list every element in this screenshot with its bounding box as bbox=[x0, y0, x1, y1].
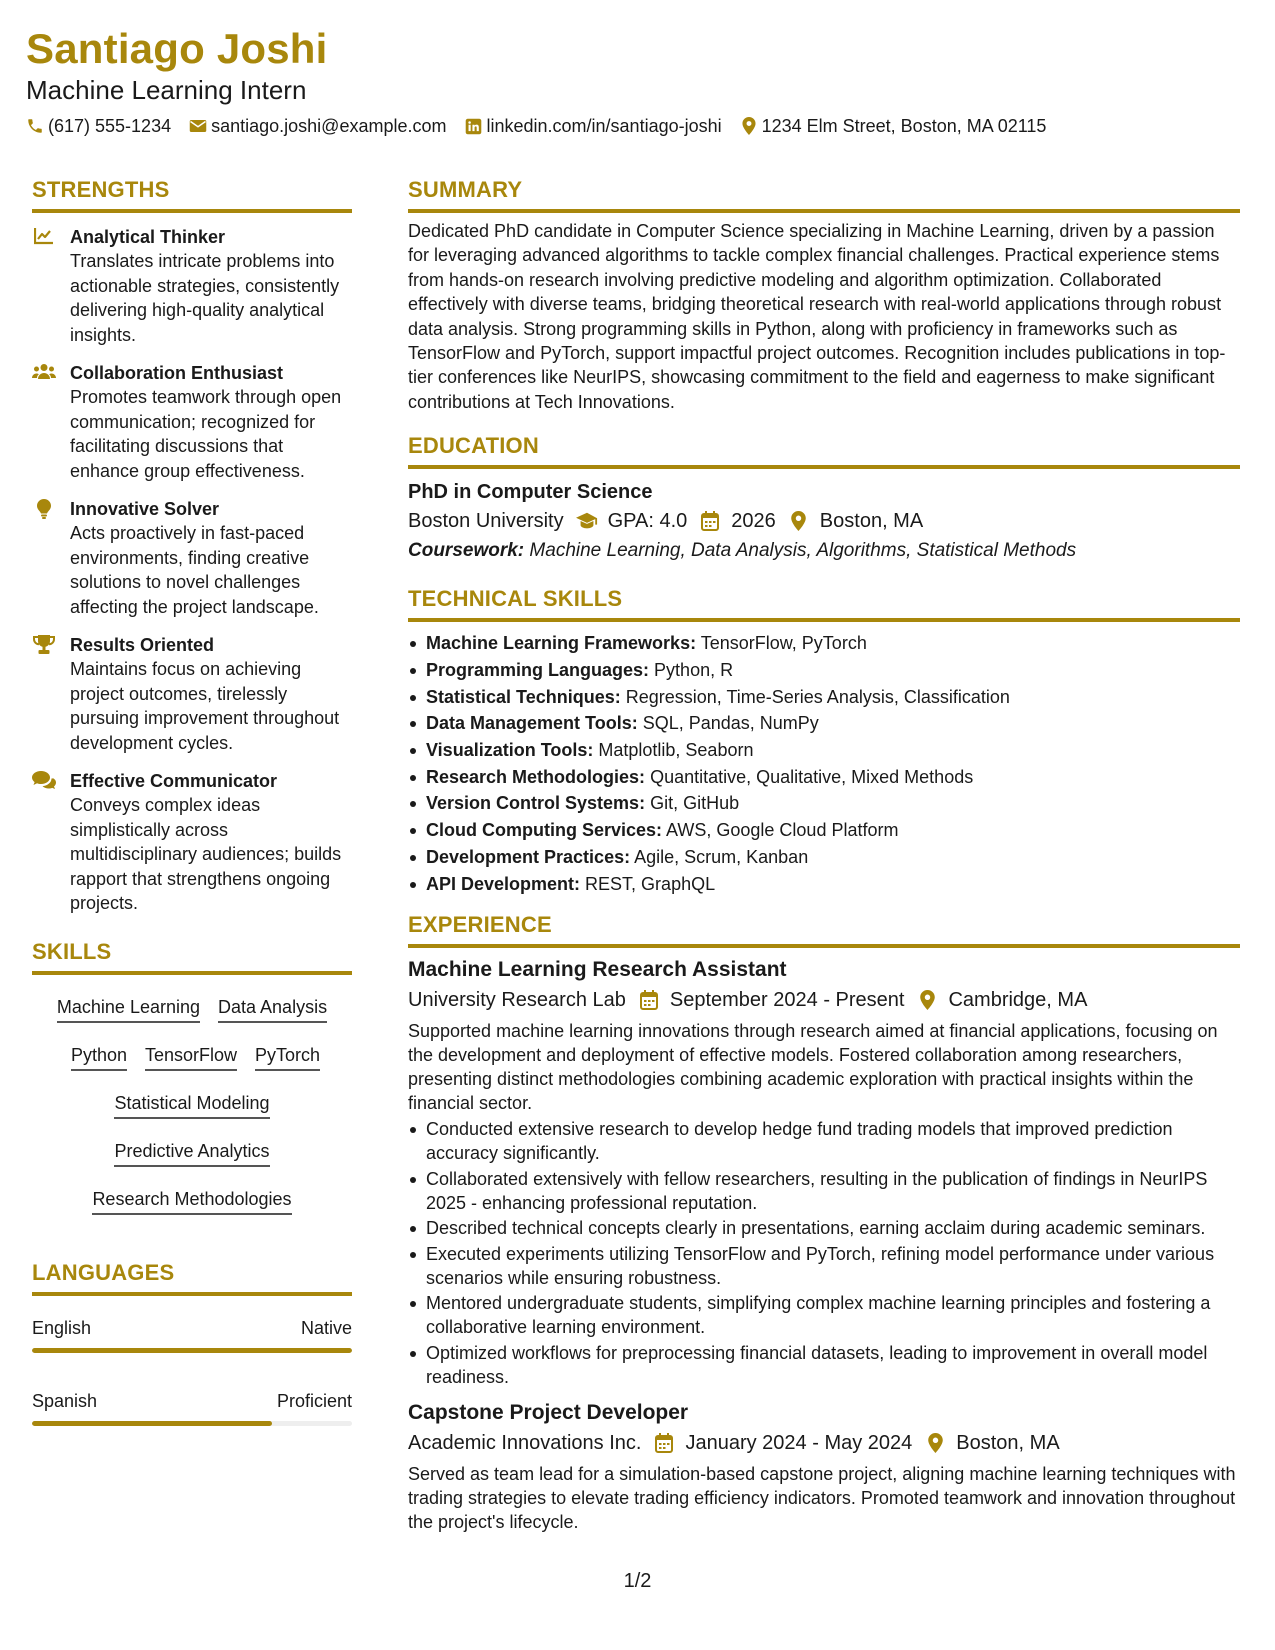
list-item bbox=[408, 790, 1240, 817]
strength-desc: Promotes teamwork through open communication; recognized for facilitating discussions that enhance group effectiveness. bbox=[70, 387, 342, 481]
skill-label: Data Management Tools: bbox=[426, 713, 638, 734]
strength-desc: Conveys complex ideas simplistically across multidisciplinary audiences; builds rapport that strengthens ongoing projects. bbox=[70, 795, 342, 913]
skill-value: Git, GitHub bbox=[650, 793, 740, 814]
skill-chip: Data Analysis bbox=[218, 989, 327, 1023]
list-item bbox=[408, 871, 1240, 898]
job-entry bbox=[408, 1399, 1240, 1534]
list-item bbox=[408, 710, 1240, 737]
skill-value: Python, R bbox=[654, 659, 734, 680]
map-marker-icon bbox=[740, 117, 758, 135]
job-dates: September 2024 - Present bbox=[669, 989, 905, 1012]
calendar-icon bbox=[638, 989, 660, 1011]
strength-desc: Maintains focus on achieving project outcomes, tirelessly pursuing improvement throughout development cycles. bbox=[70, 659, 340, 753]
coursework-label: Coursework: bbox=[408, 540, 525, 562]
strength-item bbox=[32, 361, 352, 483]
strengths-title: STRENGTHS bbox=[32, 176, 352, 213]
job-location: Cambridge, MA bbox=[948, 989, 1088, 1012]
users-icon bbox=[32, 361, 56, 383]
strength-item bbox=[32, 497, 352, 619]
language-level: Proficient bbox=[276, 1390, 352, 1411]
language-name: English bbox=[32, 1317, 92, 1338]
list-item: Collaborated extensively with fellow researchers, resulting in the publication of findings in NeurIPS 2025 - enhancing professional reputation. bbox=[408, 1167, 1240, 1215]
contact-linkedin[interactable] bbox=[464, 114, 721, 138]
candidate-name: Santiago Joshi bbox=[26, 25, 328, 72]
gpa: GPA: 4.0 bbox=[607, 510, 688, 533]
skill-value: AWS, Google Cloud Platform bbox=[666, 820, 899, 841]
strength-title: Innovative Solver bbox=[70, 499, 220, 519]
strength-item bbox=[32, 225, 352, 347]
candidate-role: Machine Learning Intern bbox=[26, 75, 307, 105]
skill-label: Machine Learning Frameworks: bbox=[426, 633, 697, 654]
coursework-list: Machine Learning, Data Analysis, Algorithms, Statistical Methods bbox=[529, 540, 1077, 562]
language-item bbox=[32, 1316, 352, 1353]
skill-chip: PyTorch bbox=[255, 1037, 320, 1071]
email-text: santiago.joshi@example.com bbox=[211, 116, 447, 136]
job-meta bbox=[408, 1429, 1240, 1457]
education-location: Boston, MA bbox=[819, 510, 924, 533]
strength-title: Effective Communicator bbox=[70, 771, 278, 791]
job-description: Served as team lead for a simulation-based capstone project, aligning machine learning techniques with trading strategies to elevate trading efficiency indicators. Promoted teamwork and innovation throughout the project's lifecycle. bbox=[408, 1463, 1236, 1532]
company: University Research Lab bbox=[408, 989, 626, 1012]
page-number: 1/2 bbox=[623, 1570, 652, 1592]
job-meta bbox=[408, 986, 1240, 1014]
lightbulb-icon bbox=[32, 497, 56, 519]
language-item bbox=[32, 1389, 352, 1426]
language-bar bbox=[32, 1348, 352, 1353]
language-level: Native bbox=[300, 1317, 352, 1338]
job-bullets bbox=[408, 1117, 1240, 1389]
list-item bbox=[408, 657, 1240, 684]
skills-title: SKILLS bbox=[32, 938, 352, 975]
language-bar-fill bbox=[32, 1421, 272, 1426]
phone-text: (617) 555-1234 bbox=[48, 116, 172, 136]
calendar-icon bbox=[699, 510, 721, 532]
contact-email[interactable] bbox=[189, 114, 446, 138]
skill-label: Cloud Computing Services: bbox=[426, 820, 663, 841]
linkedin-text: linkedin.com/in/santiago-joshi bbox=[486, 116, 722, 136]
skill-label: Development Practices: bbox=[426, 846, 631, 867]
map-marker-icon bbox=[924, 1432, 946, 1454]
skill-value: Regression, Time-Series Analysis, Classification bbox=[625, 686, 1010, 707]
list-item bbox=[408, 630, 1240, 657]
technical-skills-list bbox=[408, 630, 1240, 897]
skill-label: Version Control Systems: bbox=[426, 793, 646, 814]
skill-value: TensorFlow, PyTorch bbox=[700, 633, 867, 654]
address-text: 1234 Elm Street, Boston, MA 02115 bbox=[761, 116, 1047, 136]
list-item: Executed experiments utilizing TensorFlow and PyTorch, refining model performance under various scenarios while ensuring robustness. bbox=[408, 1242, 1240, 1290]
chart-line-icon bbox=[32, 225, 56, 247]
skill-value: Agile, Scrum, Kanban bbox=[634, 846, 809, 867]
language-bar-fill bbox=[32, 1348, 352, 1353]
language-bar bbox=[32, 1421, 352, 1426]
skill-label: Programming Languages: bbox=[426, 659, 650, 680]
skill-chip: Statistical Modeling bbox=[114, 1085, 269, 1119]
strength-desc: Translates intricate problems into actionable strategies, consistently delivering high-quality analytical insights. bbox=[70, 251, 340, 345]
strength-desc: Acts proactively in fast-paced environments, finding creative solutions to novel challenges affecting the project landscape. bbox=[70, 523, 319, 617]
technical-skills-title: TECHNICAL SKILLS bbox=[408, 585, 1240, 622]
list-item bbox=[408, 737, 1240, 764]
job-entry bbox=[408, 956, 1240, 1389]
skill-value: Quantitative, Qualitative, Mixed Methods bbox=[650, 766, 974, 787]
list-item bbox=[408, 764, 1240, 791]
strength-item bbox=[32, 633, 352, 755]
skill-chip: Predictive Analytics bbox=[114, 1133, 269, 1167]
strength-title: Results Oriented bbox=[70, 635, 215, 655]
right-column bbox=[408, 176, 1240, 1534]
education-title: EDUCATION bbox=[408, 432, 1240, 469]
degree: PhD in Computer Science bbox=[408, 481, 653, 504]
skill-label: Research Methodologies: bbox=[426, 766, 646, 787]
envelope-icon bbox=[189, 117, 207, 135]
list-item: Mentored undergraduate students, simplifying complex machine learning principles and fostering a collaborative learning environment. bbox=[408, 1291, 1240, 1339]
map-marker-icon bbox=[916, 989, 938, 1011]
comments-icon bbox=[32, 769, 56, 791]
language-name: Spanish bbox=[32, 1390, 98, 1411]
skill-chip: Python bbox=[71, 1037, 127, 1071]
strength-item bbox=[32, 769, 352, 916]
skill-value: Matplotlib, Seaborn bbox=[598, 740, 754, 761]
summary-title: SUMMARY bbox=[408, 176, 1240, 213]
skill-label: Visualization Tools: bbox=[426, 740, 594, 761]
list-item: Described technical concepts clearly in presentations, earning acclaim during academic seminars. bbox=[408, 1216, 1240, 1240]
list-item bbox=[408, 684, 1240, 711]
skills-list bbox=[32, 983, 352, 1223]
graduation-year: 2026 bbox=[731, 510, 776, 533]
trophy-icon bbox=[32, 633, 56, 655]
linkedin-icon bbox=[464, 117, 482, 135]
education-meta bbox=[408, 507, 1240, 535]
job-title: Capstone Project Developer bbox=[408, 1400, 689, 1424]
company: Academic Innovations Inc. bbox=[408, 1431, 642, 1454]
resume-header bbox=[26, 24, 1246, 138]
list-item: Optimized workflows for preprocessing financial datasets, leading to improvement in overall model readiness. bbox=[408, 1341, 1240, 1389]
languages-title: LANGUAGES bbox=[32, 1259, 352, 1296]
job-location: Boston, MA bbox=[956, 1431, 1060, 1454]
skill-label: API Development: bbox=[426, 873, 581, 894]
skill-value: SQL, Pandas, NumPy bbox=[642, 713, 819, 734]
list-item: Conducted extensive research to develop hedge fund trading models that improved prediction accuracy significantly. bbox=[408, 1117, 1240, 1165]
skill-value: REST, GraphQL bbox=[585, 873, 716, 894]
contact-phone[interactable] bbox=[26, 114, 171, 138]
job-dates: January 2024 - May 2024 bbox=[685, 1431, 913, 1454]
list-item bbox=[408, 817, 1240, 844]
contact-row bbox=[26, 114, 1246, 138]
skill-chip: Machine Learning bbox=[57, 989, 200, 1023]
map-marker-icon bbox=[788, 510, 810, 532]
strength-title: Analytical Thinker bbox=[70, 227, 226, 247]
skill-chip: TensorFlow bbox=[145, 1037, 237, 1071]
experience-title: EXPERIENCE bbox=[408, 911, 1240, 948]
contact-address bbox=[740, 114, 1047, 138]
summary-text: Dedicated PhD candidate in Computer Science specializing in Machine Learning, driven by a passion for leveraging advanced algorithms to tackle complex financial challenges. Practical experience stems from hands-on research involving predictive modeling and algorithm optimization. Collaborated effectively with diverse teams, bridging theoretical research with real-world applications through robust data analysis. Strong programming skills in Python, along with proficiency in frameworks such as TensorFlow and PyTorch, support impactful project outcomes. Recognition includes publications in top-tier conferences like NeurIPS, showcasing commitment to the field and eagerness to make significant contributions at Tech Innovations. bbox=[408, 221, 1226, 412]
skill-label: Statistical Techniques: bbox=[426, 686, 621, 707]
skill-chip: Research Methodologies bbox=[92, 1181, 291, 1215]
calendar-icon bbox=[653, 1432, 675, 1454]
job-title: Machine Learning Research Assistant bbox=[408, 958, 787, 982]
strength-title: Collaboration Enthusiast bbox=[70, 363, 284, 383]
school: Boston University bbox=[408, 510, 564, 533]
job-description: Supported machine learning innovations through research aimed at financial applications, focusing on the development and deployment of effective models. Fostered collaboration among researchers, presenting distinct methodologies combining academic exploration with practical insights within the financial sector. bbox=[408, 1021, 1218, 1114]
graduation-cap-icon bbox=[576, 510, 598, 532]
coursework bbox=[408, 537, 1240, 565]
list-item bbox=[408, 844, 1240, 871]
phone-icon bbox=[26, 117, 44, 135]
left-column bbox=[32, 176, 352, 1426]
